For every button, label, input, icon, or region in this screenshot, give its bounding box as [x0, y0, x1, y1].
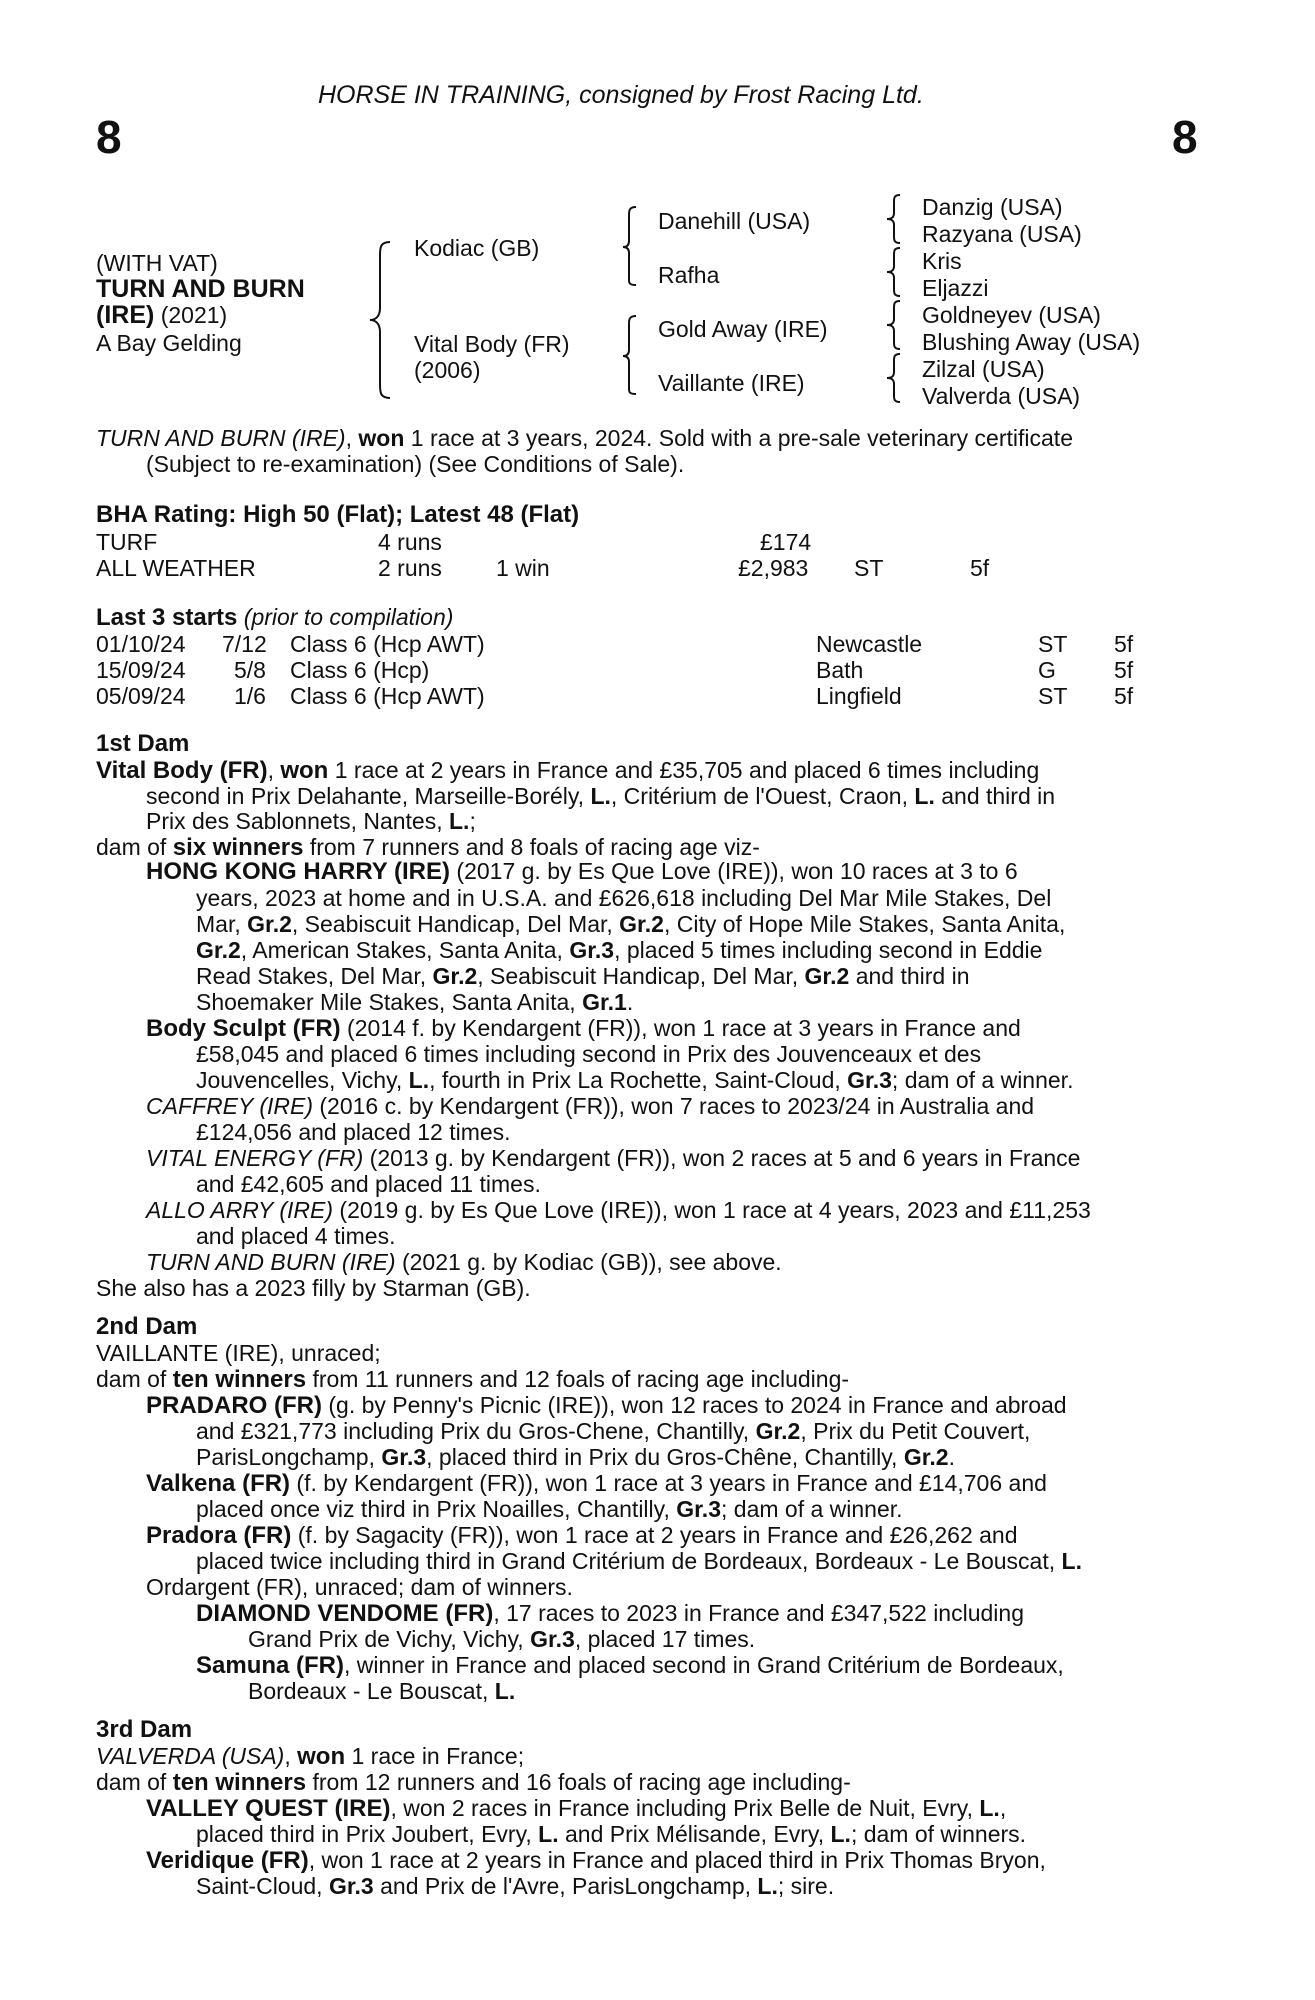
progeny-valkena: Valkena (FR) (f. by Kendargent (FR)), won 1 race at 3 years in France and £14,706 and	[146, 1470, 1047, 1497]
progeny-turn-and-burn: TURN AND BURN (IRE) (2021 g. by Kodiac (GB)), see above.	[146, 1249, 782, 1275]
second-dam-title: 2nd Dam	[96, 1313, 198, 1340]
hkh-line-6: Shoemaker Mile Stakes, Santa Anita, Gr.1.	[196, 989, 634, 1015]
veridique-line-2: Saint-Cloud, Gr.3 and Prix de l'Avre, ParisLongchamp, L.; sire.	[196, 1873, 835, 1899]
hkh-line-5: Read Stakes, Del Mar, Gr.2, Seabiscuit Handicap, Del Mar, Gr.2 and third in	[196, 963, 970, 989]
bha-surface: TURF	[96, 529, 158, 555]
pedigree-brace-3	[884, 299, 906, 351]
grandprogeny-samuna: Samuna (FR), winner in France and placed second in Grand Critérium de Bordeaux,	[196, 1652, 1064, 1679]
caffrey-line-2: £124,056 and placed 12 times.	[196, 1119, 511, 1145]
pedigree-sire-sire: Danehill (USA)	[658, 208, 811, 234]
progeny-veridique: Veridique (FR), won 1 race at 2 years in France and placed third in Prix Thomas Bryon,	[146, 1847, 1046, 1874]
lot-number-left: 8	[96, 111, 122, 163]
third-dam-dam-of: dam of ten winners from 12 runners and 16 foals of racing age including-	[96, 1769, 851, 1796]
start-class: Class 6 (Hcp AWT)	[290, 631, 485, 657]
start-distance: 5f	[1114, 657, 1134, 683]
pedigree-brace-4	[884, 352, 906, 404]
pedigree-ggs-1: Danzig (USA)	[922, 194, 1063, 220]
start-going: G	[1038, 657, 1056, 683]
pedigree-ggs-3: Kris	[922, 248, 962, 274]
vital-energy-line-2: and £42,605 and placed 11 times.	[196, 1171, 541, 1197]
start-class: Class 6 (Hcp AWT)	[290, 683, 485, 709]
diamond-vendome-line-2: Grand Prix de Vichy, Vichy, Gr.3, placed 17 times.	[248, 1626, 756, 1652]
horse-country-year: (IRE) (2021)	[96, 301, 228, 329]
start-course: Bath	[816, 657, 864, 683]
bha-rating-title: BHA Rating: High 50 (Flat); Latest 48 (Flat)	[96, 501, 580, 528]
start-date: 15/09/24	[96, 657, 186, 683]
first-dam-vital-body-line-2: second in Prix Delahante, Marseille-Borély, L., Critérium de l'Ouest, Craon, L. and third in	[146, 783, 1056, 809]
body-sculpt-line-3: Jouvencelles, Vichy, L., fourth in Prix La Rochette, Saint-Cloud, Gr.3; dam of a winner.	[196, 1067, 1074, 1093]
first-dam-filly-note: She also has a 2023 filly by Starman (GB).	[96, 1275, 531, 1301]
start-position: 1/6	[234, 683, 266, 709]
body-sculpt-line-2: £58,045 and placed 6 times including second in Prix des Jouvenceaux et des	[196, 1041, 982, 1067]
horse-description: A Bay Gelding	[96, 330, 242, 356]
pedigree-sire-dam: Rafha	[658, 262, 720, 288]
pedigree-brace-sire-dam	[366, 240, 396, 400]
horse-name: TURN AND BURN	[96, 275, 305, 303]
pedigree-ggs-4: Eljazzi	[922, 275, 989, 301]
intro-line-2: (Subject to re-examination) (See Conditions of Sale).	[146, 451, 685, 477]
samuna-line-2: Bordeaux - Le Bouscat, L.	[248, 1678, 516, 1704]
hkh-line-4: Gr.2, American Stakes, Santa Anita, Gr.3, placed 5 times including second in Eddie	[196, 937, 1043, 963]
progeny-allo-arry: ALLO ARRY (IRE) (2019 g. by Es Que Love (IRE)), won 1 race at 4 years, 2023 and £11,253	[146, 1197, 1091, 1223]
bha-surface: ALL WEATHER	[96, 555, 256, 581]
valkena-line-2: placed once viz third in Prix Noailles, Chantilly, Gr.3; dam of a winner.	[196, 1496, 903, 1522]
pedigree-dam-sire: Gold Away (IRE)	[658, 316, 828, 342]
third-dam-valverda: VALVERDA (USA), won 1 race in France;	[96, 1743, 525, 1770]
start-distance: 5f	[1114, 683, 1134, 709]
pedigree-dam-year: (2006)	[414, 357, 481, 383]
first-dam-vital-body-line-1: Vital Body (FR), won 1 race at 2 years in France and £35,705 and placed 6 times including	[96, 757, 1040, 784]
start-going: ST	[1038, 683, 1068, 709]
pedigree-brace-2	[884, 246, 906, 298]
bha-prize: £174	[760, 529, 812, 555]
pedigree-ggs-5: Goldneyev (USA)	[922, 302, 1101, 328]
bha-runs: 2 runs	[378, 555, 442, 581]
progeny-vital-energy: VITAL ENERGY (FR) (2013 g. by Kendargent (FR)), won 2 races at 5 and 6 years in France	[146, 1145, 1081, 1171]
bha-distance: 5f	[970, 555, 990, 581]
progeny-hong-kong-harry: HONG KONG HARRY (IRE) (2017 g. by Es Que Love (IRE)), won 10 races at 3 to 6	[146, 858, 1018, 885]
first-dam-title: 1st Dam	[96, 730, 190, 757]
last-starts-title: Last 3 starts (prior to compilation)	[96, 604, 454, 631]
pedigree-brace-dam	[620, 314, 642, 396]
bha-wins: 1 win	[496, 555, 550, 581]
start-course: Lingfield	[816, 683, 902, 709]
bha-runs: 4 runs	[378, 529, 442, 555]
valley-quest-line-2: placed third in Prix Joubert, Evry, L. and Prix Mélisande, Evry, L.; dam of winners.	[196, 1821, 1027, 1847]
start-date: 01/10/24	[96, 631, 186, 657]
start-class: Class 6 (Hcp)	[290, 657, 430, 683]
pradora-line-2: placed twice including third in Grand Critérium de Bordeaux, Bordeaux - Le Bouscat, L.	[196, 1548, 1082, 1574]
start-going: ST	[1038, 631, 1068, 657]
start-course: Newcastle	[816, 631, 923, 657]
pedigree-ggs-7: Zilzal (USA)	[922, 356, 1045, 382]
start-position: 7/12	[222, 631, 267, 657]
hkh-line-3: Mar, Gr.2, Seabiscuit Handicap, Del Mar, Gr.2, City of Hope Mile Stakes, Santa Anita,	[196, 911, 1066, 937]
pedigree-sire: Kodiac (GB)	[414, 235, 540, 261]
progeny-body-sculpt: Body Sculpt (FR) (2014 f. by Kendargent (FR)), won 1 race at 3 years in France and	[146, 1015, 1021, 1042]
first-dam-vital-body-line-3: Prix des Sablonnets, Nantes, L.;	[146, 808, 476, 834]
lot-number-right: 8	[1172, 111, 1198, 163]
grandprogeny-diamond-vendome: DIAMOND VENDOME (FR), 17 races to 2023 in France and £347,522 including	[196, 1600, 1024, 1627]
pradaro-line-2: and £321,773 including Prix du Gros-Chene, Chantilly, Gr.2, Prix du Petit Couvert,	[196, 1418, 1031, 1444]
bha-prize: £2,983	[738, 555, 809, 581]
pedigree-ggs-2: Razyana (USA)	[922, 221, 1082, 247]
intro-line-1: TURN AND BURN (IRE), won 1 race at 3 years, 2024. Sold with a pre-sale veterinary certificate	[96, 425, 1073, 451]
hkh-line-2: years, 2023 at home and in U.S.A. and £626,618 including Del Mar Mile Stakes, Del	[196, 885, 1052, 911]
progeny-valley-quest: VALLEY QUEST (IRE), won 2 races in France including Prix Belle de Nuit, Evry, L.,	[146, 1795, 1007, 1822]
third-dam-title: 3rd Dam	[96, 1716, 193, 1743]
pedigree-brace-sire	[620, 205, 642, 287]
progeny-caffrey: CAFFREY (IRE) (2016 c. by Kendargent (FR)), won 7 races to 2023/24 in Australia and	[146, 1093, 1035, 1119]
pedigree-dam-dam: Vaillante (IRE)	[658, 370, 805, 396]
bha-going: ST	[854, 555, 884, 581]
first-dam-dam-of: dam of six winners from 7 runners and 8 foals of racing age viz-	[96, 834, 760, 861]
second-dam-dam-of: dam of ten winners from 11 runners and 12 foals of racing age including-	[96, 1366, 850, 1393]
progeny-pradora: Pradora (FR) (f. by Sagacity (FR)), won 1 race at 2 years in France and £26,262 and	[146, 1522, 1018, 1549]
page-header-title: HORSE IN TRAINING, consigned by Frost Racing Ltd.	[318, 81, 924, 109]
pedigree-dam: Vital Body (FR)	[414, 331, 570, 357]
allo-arry-line-2: and placed 4 times.	[196, 1223, 396, 1249]
progeny-pradaro: PRADARO (FR) (g. by Penny's Picnic (IRE)), won 12 races to 2024 in France and abroad	[146, 1392, 1067, 1419]
pradaro-line-3: ParisLongchamp, Gr.3, placed third in Prix du Gros-Chêne, Chantilly, Gr.2.	[196, 1444, 955, 1470]
start-date: 05/09/24	[96, 683, 186, 709]
pedigree-ggs-6: Blushing Away (USA)	[922, 329, 1141, 355]
start-position: 5/8	[234, 657, 266, 683]
start-distance: 5f	[1114, 631, 1134, 657]
progeny-ordargent: Ordargent (FR), unraced; dam of winners.	[146, 1574, 573, 1600]
vat-label: (WITH VAT)	[96, 250, 218, 276]
second-dam-vaillante: VAILLANTE (IRE), unraced;	[96, 1340, 381, 1366]
pedigree-brace-1	[884, 193, 906, 245]
pedigree-ggs-8: Valverda (USA)	[922, 383, 1081, 409]
